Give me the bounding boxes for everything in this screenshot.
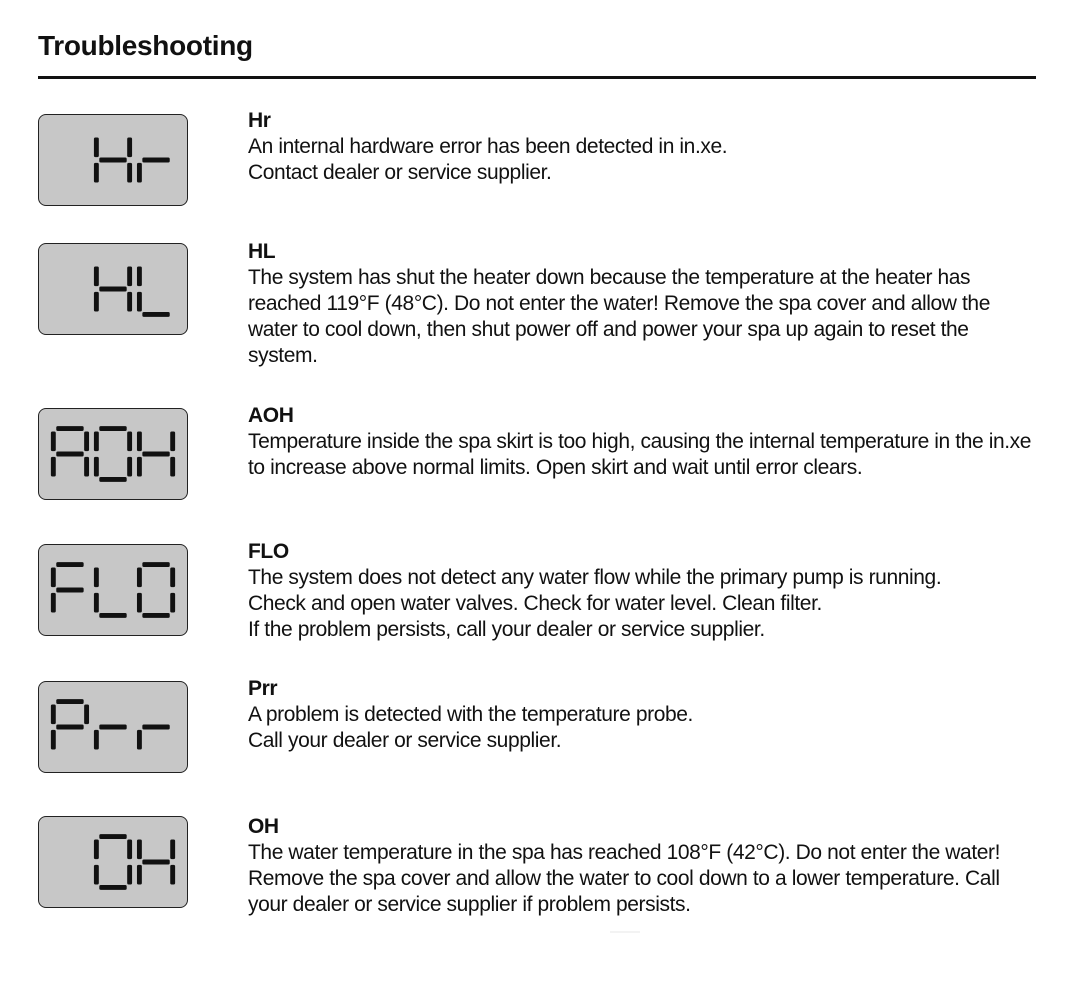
error-code-oh: OH bbox=[248, 815, 279, 838]
entry-text-hl bbox=[248, 239, 1038, 369]
lcd-segment-e bbox=[137, 865, 142, 885]
lcd-segment-c bbox=[170, 457, 175, 477]
lcd-segment-f bbox=[94, 432, 99, 452]
title-divider bbox=[38, 76, 1036, 79]
lcd-segment-b bbox=[170, 840, 175, 860]
lcd-segment-f bbox=[94, 568, 99, 588]
lcd-digit-L bbox=[137, 267, 170, 317]
lcd-digit-r bbox=[137, 725, 170, 750]
lcd-segment-f bbox=[51, 705, 56, 725]
lcd-display-oh bbox=[38, 816, 188, 908]
lcd-digit-F bbox=[51, 562, 84, 612]
lcd-segment-e bbox=[51, 730, 56, 750]
lcd-segment-g bbox=[56, 725, 83, 730]
lcd-segment-f bbox=[51, 432, 56, 452]
error-code-prr: Prr bbox=[248, 677, 278, 700]
lcd-segment-f bbox=[137, 568, 142, 588]
lcd-segment-e bbox=[94, 593, 99, 613]
lcd-display-flo bbox=[38, 544, 188, 636]
lcd-digit-O bbox=[137, 562, 175, 618]
page-title: Troubleshooting bbox=[38, 30, 253, 61]
lcd-digit-H bbox=[137, 432, 175, 477]
lcd-segment-e bbox=[94, 865, 99, 885]
lcd-segment-d bbox=[142, 312, 169, 317]
lcd-segment-c bbox=[127, 163, 132, 183]
error-description-hr: An internal hardware error has been detected in in.xe. Contact dealer or service supplier. bbox=[248, 135, 728, 184]
lcd-segment-e bbox=[137, 730, 142, 750]
lcd-segment-f bbox=[94, 840, 99, 860]
lcd-segment-g bbox=[142, 452, 169, 457]
page-mark bbox=[610, 931, 640, 933]
entry-text-hr bbox=[248, 108, 1038, 186]
entry-text-oh bbox=[248, 814, 1038, 918]
lcd-segment-e bbox=[94, 163, 99, 183]
lcd-segment-b bbox=[127, 840, 132, 860]
error-description-prr: A problem is detected with the temperature probe. Call your dealer or service supplier. bbox=[248, 703, 693, 752]
entry-text-prr bbox=[248, 676, 1038, 754]
lcd-digit-O bbox=[94, 426, 132, 482]
lcd-segment-g bbox=[142, 725, 169, 730]
lcd-digits-prr bbox=[39, 682, 187, 772]
error-description-flo: The system does not detect any water flow while the primary pump is running. Check and open water valves. Check for water level. Clean filter. If the problem persists, call your dealer or service supplier. bbox=[248, 566, 942, 641]
lcd-digits-flo bbox=[39, 545, 187, 635]
lcd-segment-g bbox=[142, 158, 169, 163]
lcd-digit-O bbox=[94, 834, 132, 890]
lcd-segment-e bbox=[94, 292, 99, 312]
error-code-hl: HL bbox=[248, 240, 276, 263]
error-description-oh: The water temperature in the spa has reached 108°F (42°C). Do not enter the water! Remove the spa cover and allow the water to cool down to a lower temperature. Call your dealer or service supplier if problem persists. bbox=[248, 841, 1001, 916]
lcd-segment-e bbox=[137, 593, 142, 613]
lcd-digits-hl bbox=[39, 244, 187, 334]
error-code-flo: FLO bbox=[248, 540, 289, 563]
lcd-segment-a bbox=[142, 562, 169, 567]
lcd-segment-g bbox=[56, 588, 83, 593]
lcd-segment-c bbox=[170, 593, 175, 613]
lcd-display-hr bbox=[38, 114, 188, 206]
entry-text-aoh bbox=[248, 403, 1038, 481]
lcd-segment-e bbox=[94, 457, 99, 477]
entry-text-flo bbox=[248, 539, 1038, 643]
lcd-segment-a bbox=[99, 426, 126, 431]
lcd-segment-f bbox=[94, 138, 99, 158]
lcd-segment-a bbox=[56, 699, 83, 704]
lcd-segment-a bbox=[56, 562, 83, 567]
lcd-digit-L bbox=[94, 568, 127, 618]
lcd-segment-b bbox=[127, 432, 132, 452]
lcd-segment-e bbox=[51, 457, 56, 477]
lcd-segment-d bbox=[142, 613, 169, 618]
lcd-segment-c bbox=[127, 457, 132, 477]
lcd-digits-hr bbox=[39, 115, 187, 205]
lcd-display-hl bbox=[38, 243, 188, 335]
lcd-segment-d bbox=[99, 477, 126, 482]
lcd-digit-r bbox=[137, 158, 170, 183]
lcd-segment-b bbox=[127, 267, 132, 287]
lcd-segment-f bbox=[94, 267, 99, 287]
lcd-segment-a bbox=[99, 834, 126, 839]
lcd-segment-d bbox=[99, 613, 126, 618]
lcd-segment-b bbox=[84, 705, 89, 725]
lcd-digit-H bbox=[94, 138, 132, 183]
error-code-aoh: AOH bbox=[248, 404, 294, 427]
lcd-segment-f bbox=[137, 267, 142, 287]
error-description-aoh: Temperature inside the spa skirt is too high, causing the internal temperature in the in.xe to increase above normal limits. Open skirt and wait until error clears. bbox=[248, 430, 1032, 479]
lcd-display-prr bbox=[38, 681, 188, 773]
lcd-digits-aoh bbox=[39, 409, 187, 499]
lcd-digit-H bbox=[94, 267, 132, 312]
lcd-digits-oh bbox=[39, 817, 187, 907]
lcd-digit-P bbox=[51, 699, 89, 749]
lcd-segment-c bbox=[84, 457, 89, 477]
lcd-segment-g bbox=[99, 725, 126, 730]
lcd-segment-g bbox=[99, 158, 126, 163]
lcd-segment-g bbox=[56, 452, 83, 457]
lcd-segment-e bbox=[137, 163, 142, 183]
error-description-hl: The system has shut the heater down because the temperature at the heater has reached 119°F (48°C). Do not enter the water! Remove the spa cover and allow the water to cool down, then shut power off and power your spa up again to reset the system. bbox=[248, 266, 990, 367]
lcd-segment-b bbox=[127, 138, 132, 158]
lcd-segment-b bbox=[84, 432, 89, 452]
lcd-display-aoh bbox=[38, 408, 188, 500]
lcd-segment-e bbox=[137, 457, 142, 477]
lcd-segment-c bbox=[127, 865, 132, 885]
lcd-digit-r bbox=[94, 725, 127, 750]
lcd-digit-A bbox=[51, 426, 89, 476]
lcd-segment-b bbox=[170, 568, 175, 588]
lcd-segment-e bbox=[51, 593, 56, 613]
lcd-segment-g bbox=[142, 860, 169, 865]
lcd-segment-a bbox=[56, 426, 83, 431]
lcd-segment-f bbox=[51, 568, 56, 588]
lcd-segment-f bbox=[137, 432, 142, 452]
lcd-segment-c bbox=[127, 292, 132, 312]
lcd-segment-c bbox=[170, 865, 175, 885]
lcd-segment-e bbox=[137, 292, 142, 312]
lcd-segment-d bbox=[99, 885, 126, 890]
lcd-segment-e bbox=[94, 730, 99, 750]
lcd-segment-g bbox=[99, 287, 126, 292]
lcd-digit-H bbox=[137, 840, 175, 885]
lcd-segment-b bbox=[170, 432, 175, 452]
error-code-hr: Hr bbox=[248, 109, 271, 132]
lcd-segment-f bbox=[137, 840, 142, 860]
